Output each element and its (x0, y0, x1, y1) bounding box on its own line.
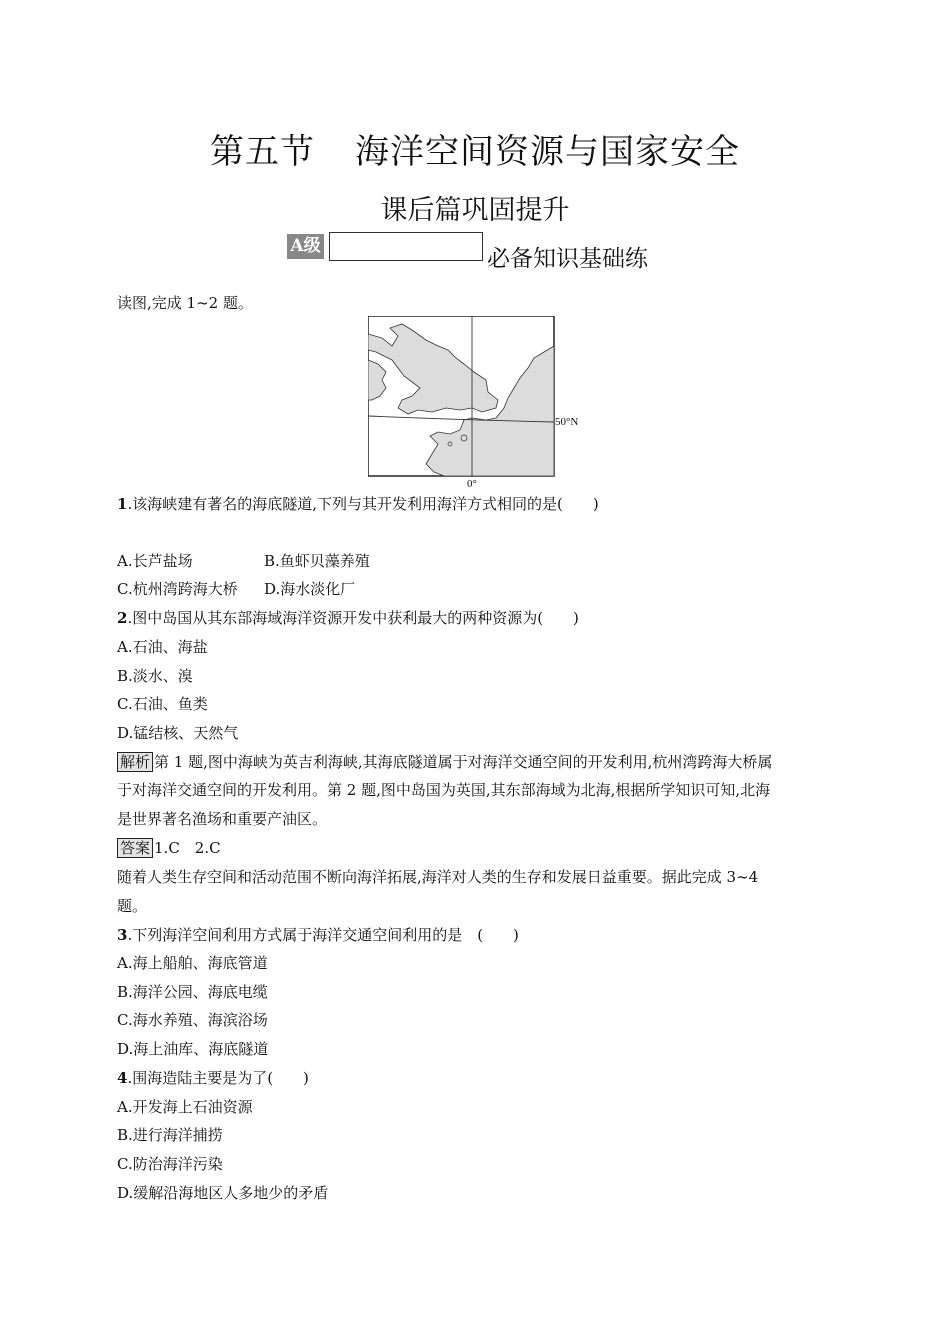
analysis-line-1 (117, 752, 772, 772)
question-text: .该海峡建有著名的海底隧道,下列与其开发利用海洋方式相同的是( ) (127, 495, 599, 513)
analysis-line-2: 于对海洋交通空间的开发利用。第 2 题,图中岛国为英国,其东部海域为北海,根据所学知识可知,北海 (117, 781, 771, 799)
option-d: D.海上油库、海底隧道 (117, 1040, 269, 1058)
answer-tag: 答案 (117, 838, 153, 858)
level-badge: A级 (287, 234, 324, 259)
answer-line (117, 838, 221, 858)
intro-text-2-cont: 题。 (117, 897, 148, 915)
latitude-label: 50°N (555, 416, 579, 428)
option-d: D.锰结核、天然气 (117, 724, 239, 742)
question-number: 3 (117, 926, 128, 944)
page-subtitle: 课后篇巩固提升 (380, 195, 570, 226)
question-text: .图中岛国从其东部海域海洋资源开发中获利最大的两种资源为( ) (127, 609, 579, 627)
option-d: D.缓解沿海地区人多地少的矛盾 (117, 1184, 329, 1202)
question-1 (117, 494, 599, 514)
option-a: A.长芦盐场 (117, 552, 193, 570)
option-row (117, 551, 517, 571)
option-row (117, 579, 517, 599)
option-b: B.进行海洋捕捞 (117, 1126, 223, 1144)
longitude-label: 0° (467, 478, 477, 488)
level-name: 必备知识基础练 (487, 246, 648, 272)
option-a: A.石油、海盐 (117, 638, 208, 656)
intro-text-1: 读图,完成 1~2 题。 (117, 294, 253, 312)
question-number: 2 (117, 609, 128, 627)
option-c: C.杭州湾跨海大桥 (117, 580, 238, 598)
option-c: C.防治海洋污染 (117, 1155, 223, 1173)
analysis-line-3: 是世界著名渔场和重要产油区。 (117, 810, 328, 828)
page-title (0, 124, 950, 173)
option-d: D.海水淡化厂 (264, 580, 356, 598)
analysis-text: 第 1 题,图中海峡为英吉利海峡,其海底隧道属于对海洋交通空间的开发利用,杭州湾跨海大桥属 (154, 753, 773, 771)
option-c: C.海水养殖、海滨浴场 (117, 1011, 268, 1029)
section-title: 海洋空间资源与国家安全 (355, 132, 740, 172)
answer-text: 1.C 2.C (154, 839, 221, 857)
question-4 (117, 1068, 309, 1088)
level-box (329, 232, 483, 261)
question-number: 1 (117, 495, 128, 513)
section-number: 第五节 (210, 132, 315, 172)
question-text: .围海造陆主要是为了( ) (127, 1069, 309, 1087)
option-a: A.海上船舶、海底管道 (117, 954, 268, 972)
analysis-tag: 解析 (117, 752, 153, 772)
question-3 (117, 925, 519, 945)
question-2 (117, 608, 579, 628)
option-b: B.鱼虾贝藻养殖 (264, 552, 370, 570)
question-number: 4 (117, 1069, 128, 1087)
option-b: B.海洋公园、海底电缆 (117, 983, 268, 1001)
option-c: C.石油、鱼类 (117, 695, 208, 713)
strait-map (368, 316, 588, 492)
option-b: B.淡水、溴 (117, 667, 193, 685)
question-text: .下列海洋空间利用方式属于海洋交通空间利用的是 ( ) (127, 926, 519, 944)
option-a: A.开发海上石油资源 (117, 1098, 253, 1116)
intro-text-2: 随着人类生存空间和活动范围不断向海洋拓展,海洋对人类的生存和发展日益重要。据此完成 3~4 (117, 868, 759, 886)
